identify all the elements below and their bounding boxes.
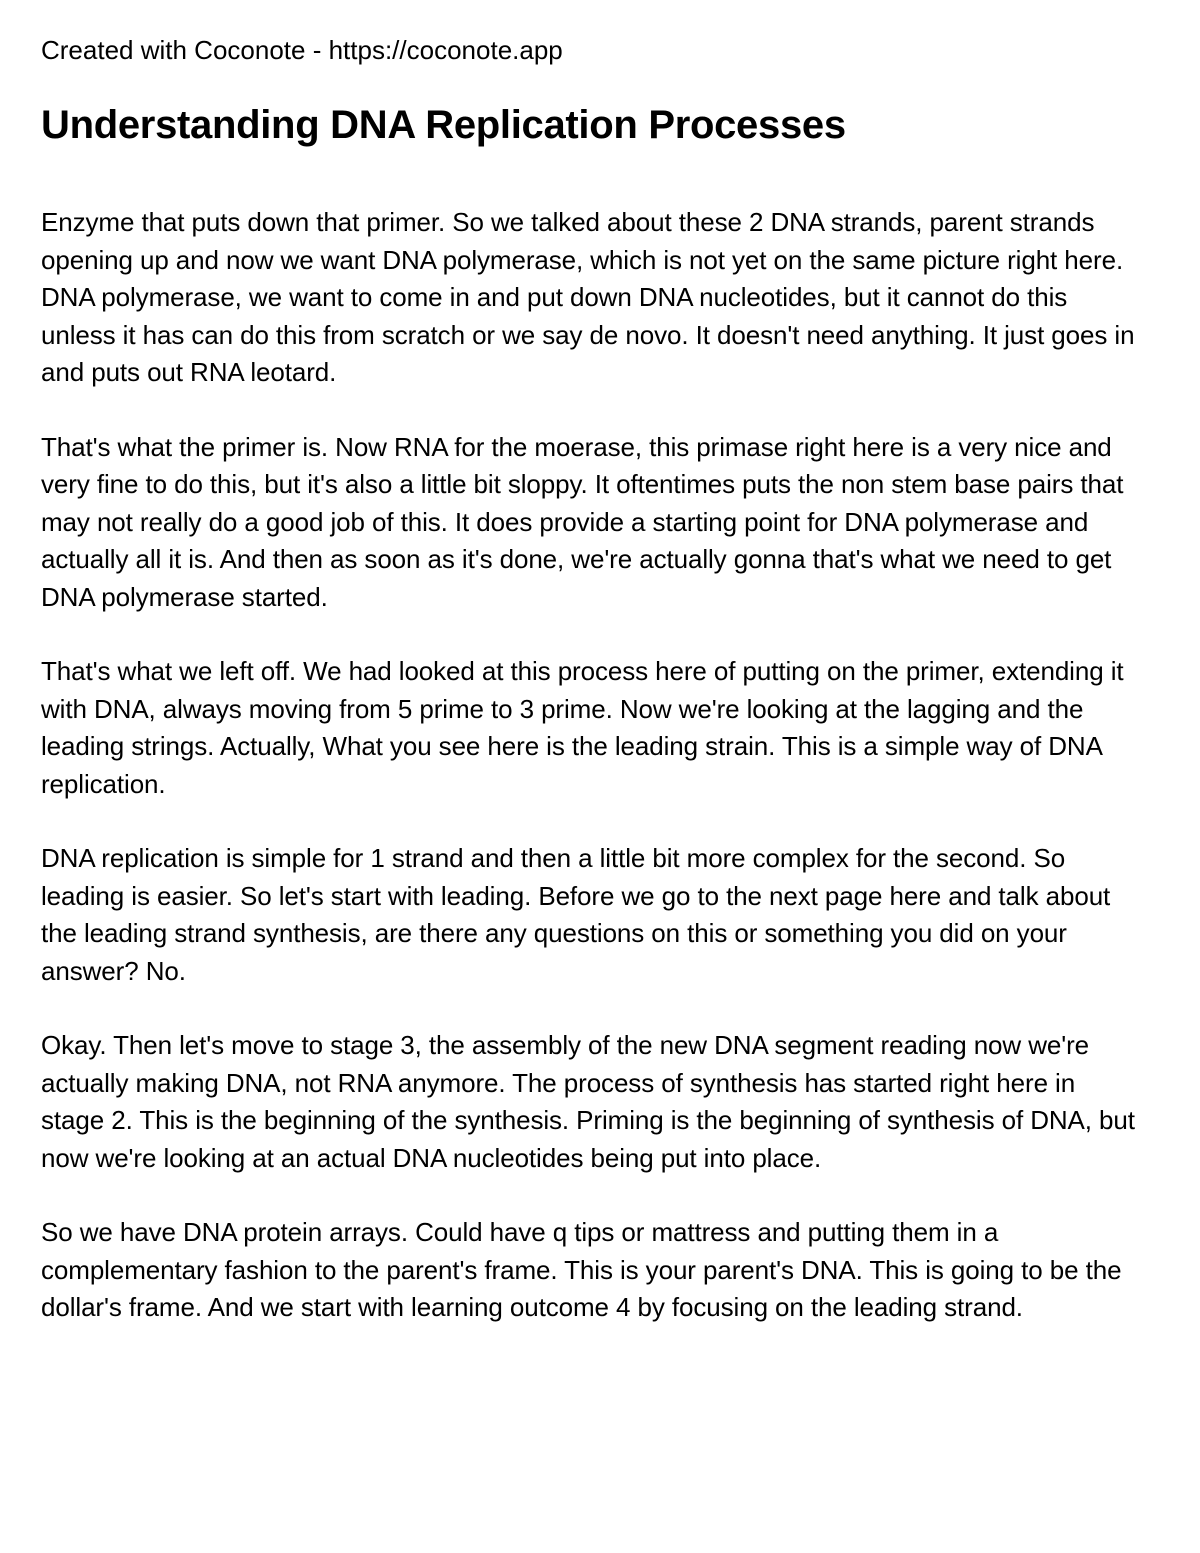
paragraph: DNA replication is simple for 1 strand and then a little bit more complex for the second. So leading is easier. So let's start with leading. Before we go to the next page here and talk about the leading strand synthesis, are there any questions on this or something you did on your answer? No. (41, 843, 1111, 986)
document-body (41, 204, 1141, 1327)
paragraph: That's what the primer is. Now RNA for the moerase, this primase right here is a very nice and very fine to do this, but it's also a little bit sloppy. It oftentimes puts the non stem base pairs that may not really do a good job of this. It does provide a starting point for DNA polymerase and actually all it is. And then as soon as it's done, we're actually gonna that's what we need to get DNA polymerase started. (41, 431, 1124, 612)
paragraph: That's what we left off. We had looked at this process here of putting on the primer, extending it with DNA, always moving from 5 prime to 3 prime. Now we're looking at the lagging and the leading strings. Actually, What you see here is the leading strain. This is a simple way of DNA replication. (41, 656, 1124, 799)
page-title: Understanding DNA Replication Processes (41, 103, 846, 147)
paragraph: Enzyme that puts down that primer. So we talked about these 2 DNA strands, parent strands opening up and now we want DNA polymerase, which is not yet on the same picture right here. DNA polymerase, we want to come in and put down DNA nucleotides, but it cannot do this unless it has can do this from scratch or we say de novo. It doesn't need anything. It just goes in and puts out RNA leotard. (41, 207, 1135, 387)
document-page (41, 30, 1141, 1364)
paragraph: So we have DNA protein arrays. Could have q tips or mattress and putting them in a complementary fashion to the parent's frame. This is your parent's DNA. This is going to be the dollar's frame. And we start with learning outcome 4 by focusing on the leading strand. (41, 1217, 1122, 1322)
paragraph: Okay. Then let's move to stage 3, the assembly of the new DNA segment reading now we're actually making DNA, not RNA anymore. The process of synthesis has started right here in stage 2. This is the beginning of the synthesis. Priming is the beginning of synthesis of DNA, but now we're looking at an actual DNA nucleotides being put into place. (41, 1030, 1135, 1173)
created-with-credit: Created with Coconote - https://coconote.app (41, 35, 563, 65)
